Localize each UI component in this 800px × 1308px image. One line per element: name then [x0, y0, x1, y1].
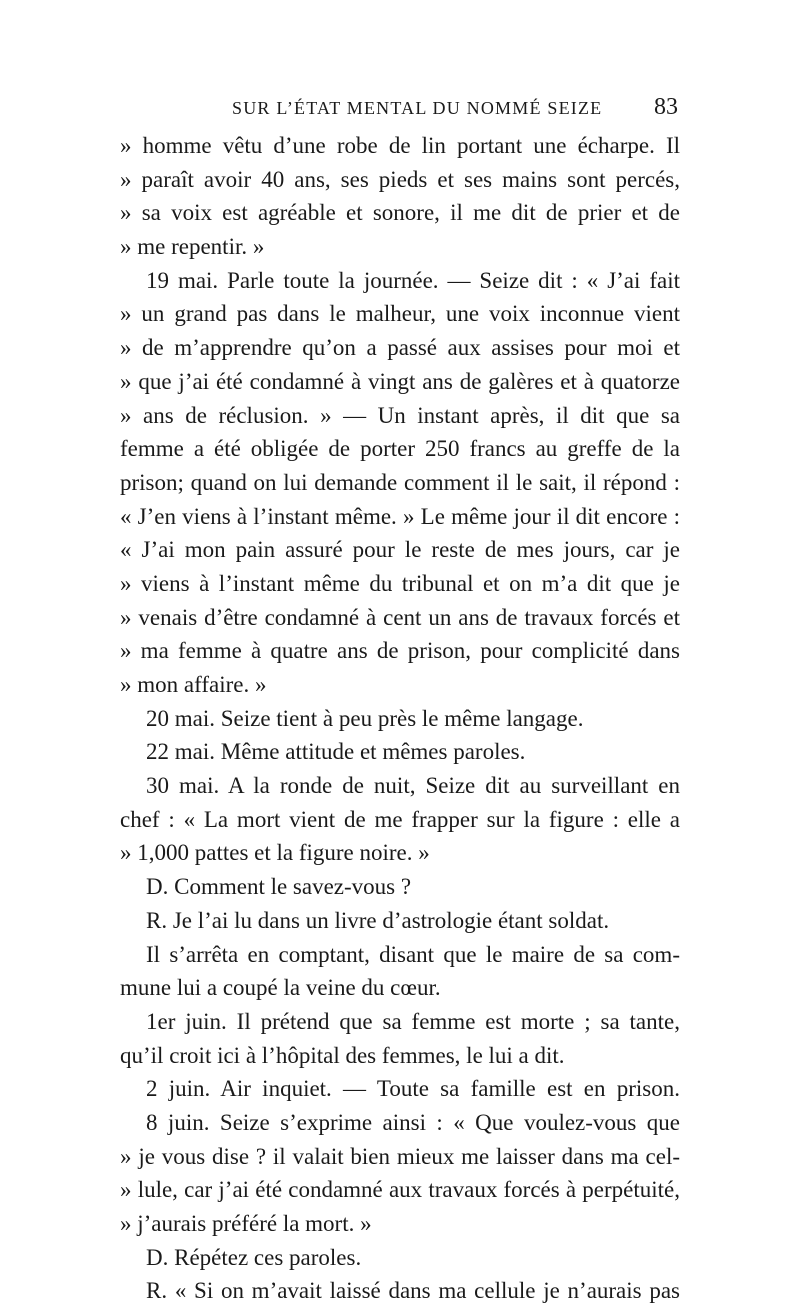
text-line: 2 juin. Air inquiet. — Toute sa famille est en prison. — [146, 1076, 680, 1102]
text-line: 1er juin. Il prétend que sa femme est morte ; sa tante, — [146, 1008, 680, 1034]
text-line: R. « Si on m’avait laissé dans ma cellule je n’aurais pas — [146, 1278, 680, 1304]
text-line: 30 mai. A la ronde de nuit, Seize dit au surveillant en — [146, 773, 680, 799]
text-line: 8 juin. Seize s’exprime ainsi : « Que voulez-vous que — [146, 1109, 680, 1135]
running-title: SUR L’ÉTAT MENTAL DU NOMMÉ SEIZE — [232, 98, 603, 118]
text-line: » ma femme à quatre ans de prison, pour complicité dans — [120, 638, 680, 664]
text-line: prison; quand on lui demande comment il le sait, il répond : — [120, 469, 680, 495]
text-line: » venais d’être condamné à cent un ans de travaux forcés et — [120, 604, 680, 630]
text-line: » me repentir. » — [120, 234, 265, 260]
text-line: » mon affaire. » — [120, 672, 267, 697]
text-line: » que j’ai été condamné à vingt ans de galères et à quatorze — [120, 368, 680, 394]
text-line: qu’il croit ici à l’hôpital des femmes, le lui a dit. — [120, 1042, 565, 1068]
text-line: » ans de réclusion. » — Un instant après, il dit que sa — [120, 402, 680, 428]
text-line: R. Je l’ai lu dans un livre d’astrologie étant soldat. — [146, 907, 610, 933]
text-line: Il s’arrêta en comptant, disant que le maire de sa com- — [146, 941, 680, 967]
text-line: » lule, car j’ai été condamné aux travaux forcés à perpétuité, — [120, 1177, 680, 1203]
text-line: 19 mai. Parle toute la journée. — Seize dit : « J’ai fait — [146, 267, 680, 293]
page-number: 83 — [654, 94, 678, 120]
text-line: 22 mai. Même attitude et mêmes paroles. — [146, 739, 526, 765]
text-line: » viens à l’instant même du tribunal et on m’a dit que je — [120, 570, 680, 596]
running-header — [120, 96, 680, 126]
text-line: « J’ai mon pain assuré pour le reste de mes jours, car je — [120, 537, 680, 563]
text-line: » sa voix est agréable et sonore, il me dit de prier et de — [120, 200, 680, 226]
text-line: D. Répétez ces paroles. — [146, 1244, 362, 1270]
text-line: mune lui a coupé la veine du cœur. — [120, 975, 441, 1001]
text-line: D. Comment le savez-vous ? — [146, 874, 412, 900]
text-line: » de m’apprendre qu’on a passé aux assises pour moi et — [120, 335, 680, 361]
text-line: » homme vêtu d’une robe de lin portant une écharpe. Il — [120, 133, 680, 158]
text-line: » paraît avoir 40 ans, ses pieds et ses mains sont percés, — [120, 166, 680, 192]
text-line: « J’en viens à l’instant même. » Le même jour il dit encore : — [120, 503, 680, 529]
text-line: » j’aurais préféré la mort. » — [120, 1211, 372, 1236]
text-line: chef : « La mort vient de me frapper sur la figure : elle a — [120, 806, 680, 832]
text-line: » un grand pas dans le malheur, une voix inconnue vient — [120, 301, 680, 327]
body-text — [120, 129, 680, 1308]
text-line: » 1,000 pattes et la figure noire. » — [120, 840, 430, 866]
text-line: femme a été obligée de porter 250 francs au greffe de la — [120, 436, 680, 462]
text-line: » je vous dise ? il valait bien mieux me laisser dans ma cel- — [120, 1143, 680, 1169]
text-line: 20 mai. Seize tient à peu près le même langage. — [146, 705, 584, 731]
